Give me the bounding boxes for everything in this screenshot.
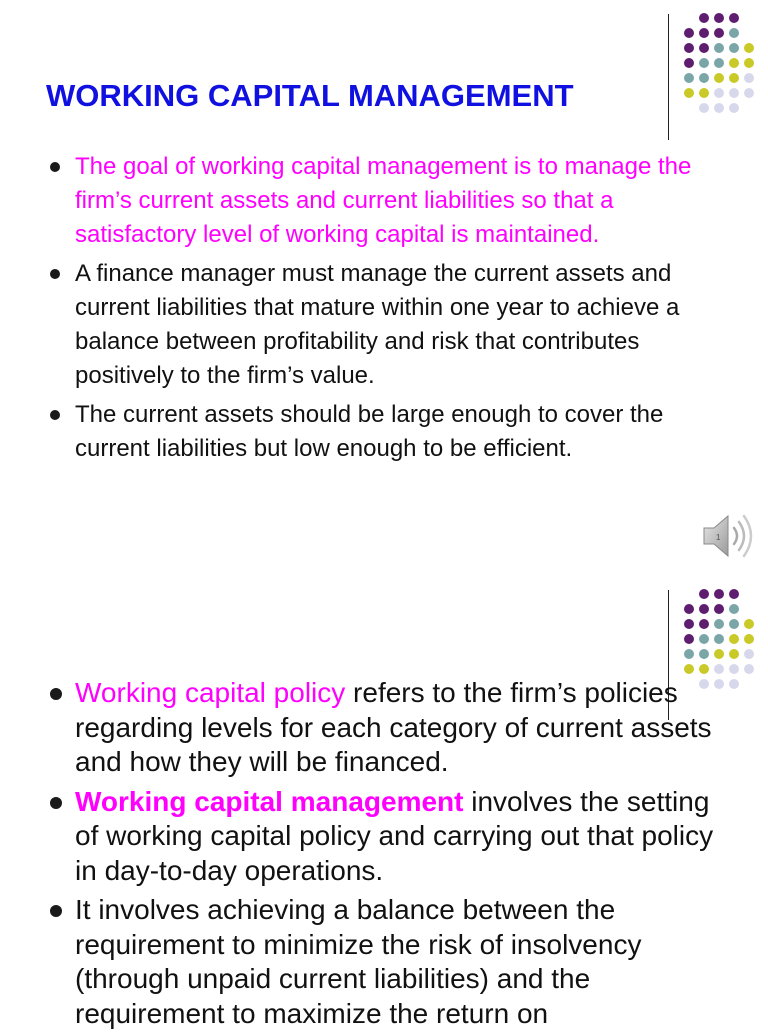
decorative-dot-grid bbox=[684, 589, 754, 689]
decorative-dot bbox=[744, 619, 754, 629]
decorative-dot bbox=[699, 604, 709, 614]
decorative-dot bbox=[744, 679, 754, 689]
slide-2 bbox=[0, 580, 768, 1029]
decorative-dot bbox=[699, 43, 709, 53]
decorative-dot bbox=[684, 664, 694, 674]
decorative-dot bbox=[744, 43, 754, 53]
decorative-dot bbox=[699, 58, 709, 68]
decorative-dot bbox=[714, 88, 724, 98]
decorative-dot bbox=[714, 43, 724, 53]
decorative-dot bbox=[744, 58, 754, 68]
decorative-dot bbox=[699, 634, 709, 644]
decorative-dot bbox=[729, 88, 739, 98]
decorative-dot bbox=[744, 13, 754, 23]
decorative-dot bbox=[729, 634, 739, 644]
decorative-dot bbox=[699, 649, 709, 659]
decorative-dot bbox=[744, 589, 754, 599]
decorative-dot bbox=[729, 103, 739, 113]
term-highlight: Working capital policy bbox=[75, 677, 346, 708]
title-divider-line bbox=[668, 14, 669, 140]
decorative-dot bbox=[684, 28, 694, 38]
decorative-dot bbox=[699, 619, 709, 629]
decorative-dot bbox=[699, 13, 709, 23]
decorative-dot bbox=[729, 649, 739, 659]
decorative-dot bbox=[684, 13, 694, 23]
decorative-dot bbox=[729, 619, 739, 629]
decorative-dot bbox=[744, 103, 754, 113]
speaker-icon[interactable] bbox=[700, 510, 756, 562]
decorative-dot bbox=[744, 649, 754, 659]
decorative-dot-grid bbox=[684, 13, 754, 113]
bullet-list bbox=[46, 150, 726, 471]
decorative-dot bbox=[684, 88, 694, 98]
bullet-item bbox=[46, 785, 736, 889]
decorative-dot bbox=[714, 58, 724, 68]
decorative-dot bbox=[684, 589, 694, 599]
bullet-text: involves the setting of working capital policy and carrying out that policy in day-to-day operations. bbox=[75, 785, 714, 886]
decorative-dot bbox=[684, 619, 694, 629]
bullet-item: It involves achieving a balance between the requirement to minimize the risk of insolvency (through unpaid current liabilities) and the requirement to maximize the return on bbox=[46, 893, 736, 1031]
decorative-dot bbox=[699, 73, 709, 83]
decorative-dot bbox=[729, 58, 739, 68]
audio-badge: 1 bbox=[716, 533, 721, 542]
decorative-dot bbox=[714, 604, 724, 614]
bullet-item: The current assets should be large enough to cover the current liabilities but low enough to be efficient. bbox=[46, 398, 726, 466]
decorative-dot bbox=[684, 604, 694, 614]
decorative-dot bbox=[744, 664, 754, 674]
decorative-dot bbox=[729, 73, 739, 83]
decorative-dot bbox=[729, 28, 739, 38]
bullet-item: A finance manager must manage the current assets and current liabilities that mature within one year to achieve a balance between profitability and risk that contributes positively to the firm’s value. bbox=[46, 257, 726, 393]
decorative-dot bbox=[699, 589, 709, 599]
decorative-dot bbox=[714, 103, 724, 113]
decorative-dot bbox=[684, 43, 694, 53]
decorative-dot bbox=[714, 649, 724, 659]
decorative-dot bbox=[729, 604, 739, 614]
decorative-dot bbox=[714, 634, 724, 644]
decorative-dot bbox=[714, 619, 724, 629]
decorative-dot bbox=[699, 664, 709, 674]
bullet-text: refers to the firm’s policies regarding levels for each category of current assets and how they will be financed. bbox=[75, 677, 712, 777]
decorative-dot bbox=[699, 88, 709, 98]
decorative-dot bbox=[684, 103, 694, 113]
decorative-dot bbox=[744, 73, 754, 83]
decorative-dot bbox=[744, 28, 754, 38]
decorative-dot bbox=[744, 604, 754, 614]
decorative-dot bbox=[714, 13, 724, 23]
decorative-dot bbox=[744, 634, 754, 644]
decorative-dot bbox=[729, 43, 739, 53]
bullet-list bbox=[46, 676, 736, 1036]
decorative-dot bbox=[729, 589, 739, 599]
decorative-dot bbox=[714, 589, 724, 599]
decorative-dot bbox=[744, 88, 754, 98]
decorative-dot bbox=[684, 73, 694, 83]
bullet-item bbox=[46, 676, 736, 780]
slide-title: WORKING CAPITAL MANAGEMENT bbox=[46, 78, 574, 113]
decorative-dot bbox=[684, 634, 694, 644]
decorative-dot bbox=[684, 649, 694, 659]
decorative-dot bbox=[714, 664, 724, 674]
term-highlight: Working capital management bbox=[75, 785, 464, 817]
bullet-item: The goal of working capital management is to manage the firm’s current assets and current liabilities so that a satisfactory level of working capital is maintained. bbox=[46, 150, 726, 252]
decorative-dot bbox=[729, 13, 739, 23]
decorative-dot bbox=[729, 664, 739, 674]
decorative-dot bbox=[714, 73, 724, 83]
decorative-dot bbox=[699, 28, 709, 38]
decorative-dot bbox=[684, 58, 694, 68]
decorative-dot bbox=[699, 103, 709, 113]
decorative-dot bbox=[714, 28, 724, 38]
